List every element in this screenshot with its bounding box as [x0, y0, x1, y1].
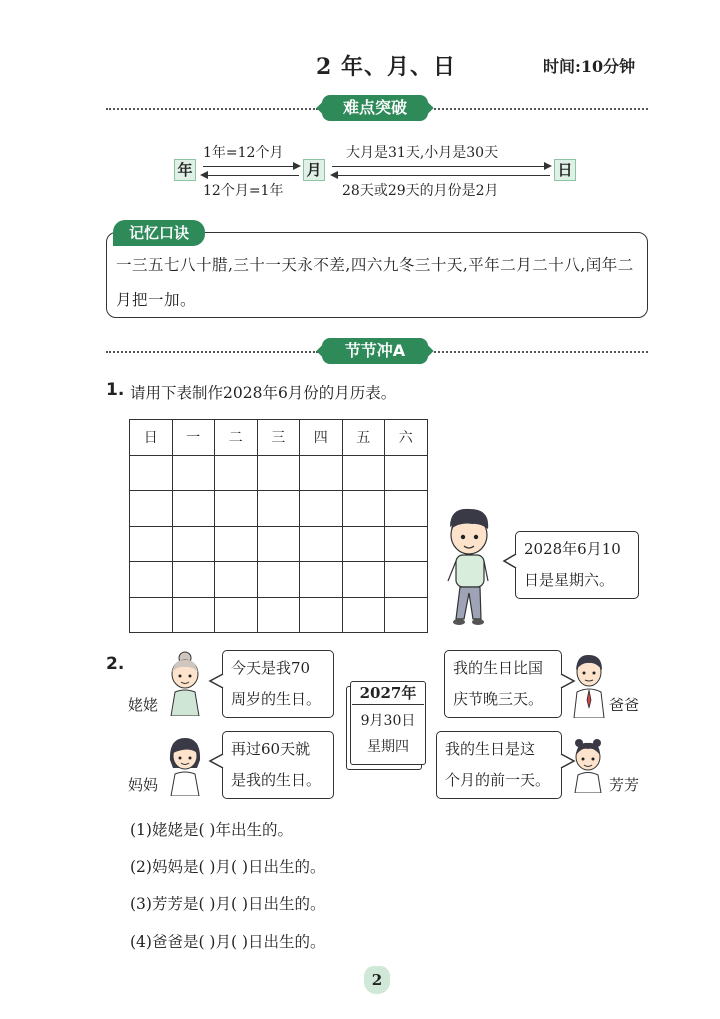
bubble-line: 日是星期六。	[524, 571, 615, 589]
calendar-cell[interactable]	[215, 491, 258, 527]
question-number-2: 2.	[106, 654, 125, 674]
year-month-top-text: 1年=12个月	[203, 145, 284, 161]
time-limit: 时间:10分钟	[543, 57, 636, 76]
arrow-right-line	[203, 166, 293, 167]
calendar-row	[130, 491, 428, 527]
node-day: 日	[554, 159, 576, 181]
month-day-bottom-text: 28天或29天的月份是2月	[342, 183, 499, 199]
boy-illustration	[438, 505, 502, 630]
weekday-header: 二	[215, 420, 258, 456]
bubble-tail	[502, 552, 518, 570]
sub-question-3: (3)芳芳是( )月( )日出生的。	[130, 895, 326, 913]
calendar-cell[interactable]	[130, 455, 173, 491]
page-title: 2 年、月、日	[316, 54, 456, 80]
year-month-bottom-text: 12个月=1年	[203, 183, 284, 199]
calendar-cell[interactable]	[385, 562, 428, 598]
calendar-cell[interactable]	[172, 455, 215, 491]
name-dad: 爸爸	[609, 696, 640, 714]
bubble-tail	[208, 672, 224, 690]
calendar-cell[interactable]	[342, 526, 385, 562]
calendar-cell[interactable]	[257, 526, 300, 562]
weekday-header: 五	[342, 420, 385, 456]
calendar-cell[interactable]	[257, 562, 300, 598]
question-1-text: 请用下表制作2028年6月份的月历表。	[130, 384, 397, 402]
section-label-difficulty: 难点突破	[322, 95, 428, 121]
sub-question-1: (1)姥姥是( )年出生的。	[130, 821, 293, 839]
calendar-cell[interactable]	[172, 597, 215, 633]
calendar-cell[interactable]	[385, 597, 428, 633]
dotted-separator	[434, 108, 648, 110]
calendar-cell[interactable]	[300, 597, 343, 633]
calendar-divider	[352, 704, 424, 705]
fangfang-speech-bubble	[436, 731, 562, 799]
calendar-weekday: 星期四	[367, 739, 409, 755]
sub-question-2: (2)妈妈是( )月( )日出生的。	[130, 858, 326, 876]
bubble-line: 今天是我70	[231, 659, 311, 677]
calendar-row	[130, 597, 428, 633]
weekday-header: 日	[130, 420, 173, 456]
bubble-line: 个月的前一天。	[445, 771, 551, 789]
arrow-left-line	[207, 175, 299, 176]
dad-illustration	[571, 650, 607, 718]
calendar-cell[interactable]	[215, 455, 258, 491]
grandma-speech-bubble	[222, 650, 334, 718]
calendar-year: 2027年	[359, 684, 417, 702]
bubble-line: 是我的生日。	[231, 771, 322, 789]
dotted-separator	[106, 351, 318, 353]
calendar-cell[interactable]	[215, 597, 258, 633]
calendar-cell[interactable]	[172, 562, 215, 598]
calendar-cell[interactable]	[257, 455, 300, 491]
grandma-illustration	[165, 650, 205, 716]
boy-speech-bubble	[515, 531, 639, 599]
arrow-right-line	[332, 166, 544, 167]
bubble-line: 周岁的生日。	[231, 690, 322, 708]
calendar-cell[interactable]	[342, 562, 385, 598]
calendar-cell[interactable]	[385, 455, 428, 491]
calendar-row	[130, 455, 428, 491]
node-year: 年	[174, 159, 196, 181]
calendar-row	[130, 562, 428, 598]
calendar-cell[interactable]	[300, 526, 343, 562]
calendar-cell[interactable]	[130, 526, 173, 562]
bubble-tail	[208, 752, 224, 770]
calendar-cell[interactable]	[385, 491, 428, 527]
calendar-header-row	[130, 420, 428, 456]
calendar-cell[interactable]	[172, 491, 215, 527]
page-number: 2	[364, 966, 390, 994]
weekday-header: 一	[172, 420, 215, 456]
section-label-practice: 节节冲A	[322, 338, 428, 364]
calendar-row	[130, 526, 428, 562]
calendar-cell[interactable]	[172, 526, 215, 562]
name-fangfang: 芳芳	[609, 776, 640, 794]
month-day-top-text: 大月是31天,小月是30天	[346, 145, 499, 161]
name-grandma: 姥姥	[128, 696, 159, 714]
node-month: 月	[303, 159, 325, 181]
weekday-header: 六	[385, 420, 428, 456]
question-number-1: 1.	[106, 380, 125, 400]
mom-speech-bubble	[222, 731, 334, 799]
calendar-cell[interactable]	[300, 491, 343, 527]
weekday-header: 三	[257, 420, 300, 456]
bubble-line: 庆节晚三天。	[453, 690, 544, 708]
bubble-line: 我的生日比国	[453, 659, 544, 677]
fangfang-illustration	[570, 735, 606, 793]
calendar-cell[interactable]	[342, 455, 385, 491]
memory-text: 一三五七八十腊,三十一天永不差,四六九冬三十天,平年二月二十八,闰年二月把一加。	[116, 256, 634, 309]
calendar-cell[interactable]	[130, 491, 173, 527]
arrow-right-head	[293, 162, 301, 170]
bubble-line: 我的生日是这	[445, 740, 536, 758]
arrow-right-head	[544, 162, 552, 170]
calendar-cell[interactable]	[300, 562, 343, 598]
bubble-line: 2028年6月10	[524, 540, 621, 558]
name-mom: 妈妈	[128, 776, 159, 794]
bubble-line: 再过60天就	[231, 740, 311, 758]
sub-question-4: (4)爸爸是( )月( )日出生的。	[130, 933, 326, 951]
calendar-cell[interactable]	[385, 526, 428, 562]
dotted-separator	[106, 108, 318, 110]
calendar-cell[interactable]	[215, 562, 258, 598]
mom-illustration	[165, 734, 205, 796]
calendar-date: 9月30日	[360, 713, 416, 729]
dotted-separator	[434, 351, 648, 353]
calendar-cell[interactable]	[257, 491, 300, 527]
calendar-cell[interactable]	[342, 491, 385, 527]
calendar-cell[interactable]	[257, 597, 300, 633]
calendar-cell[interactable]	[130, 597, 173, 633]
calendar-cell[interactable]	[342, 597, 385, 633]
calendar-cell[interactable]	[300, 455, 343, 491]
calendar-table	[129, 419, 428, 633]
memory-tag: 记忆口诀	[113, 220, 205, 246]
dad-speech-bubble	[444, 650, 562, 718]
calendar-cell[interactable]	[215, 526, 258, 562]
arrow-left-line	[337, 175, 550, 176]
weekday-header: 四	[300, 420, 343, 456]
calendar-cell[interactable]	[130, 562, 173, 598]
